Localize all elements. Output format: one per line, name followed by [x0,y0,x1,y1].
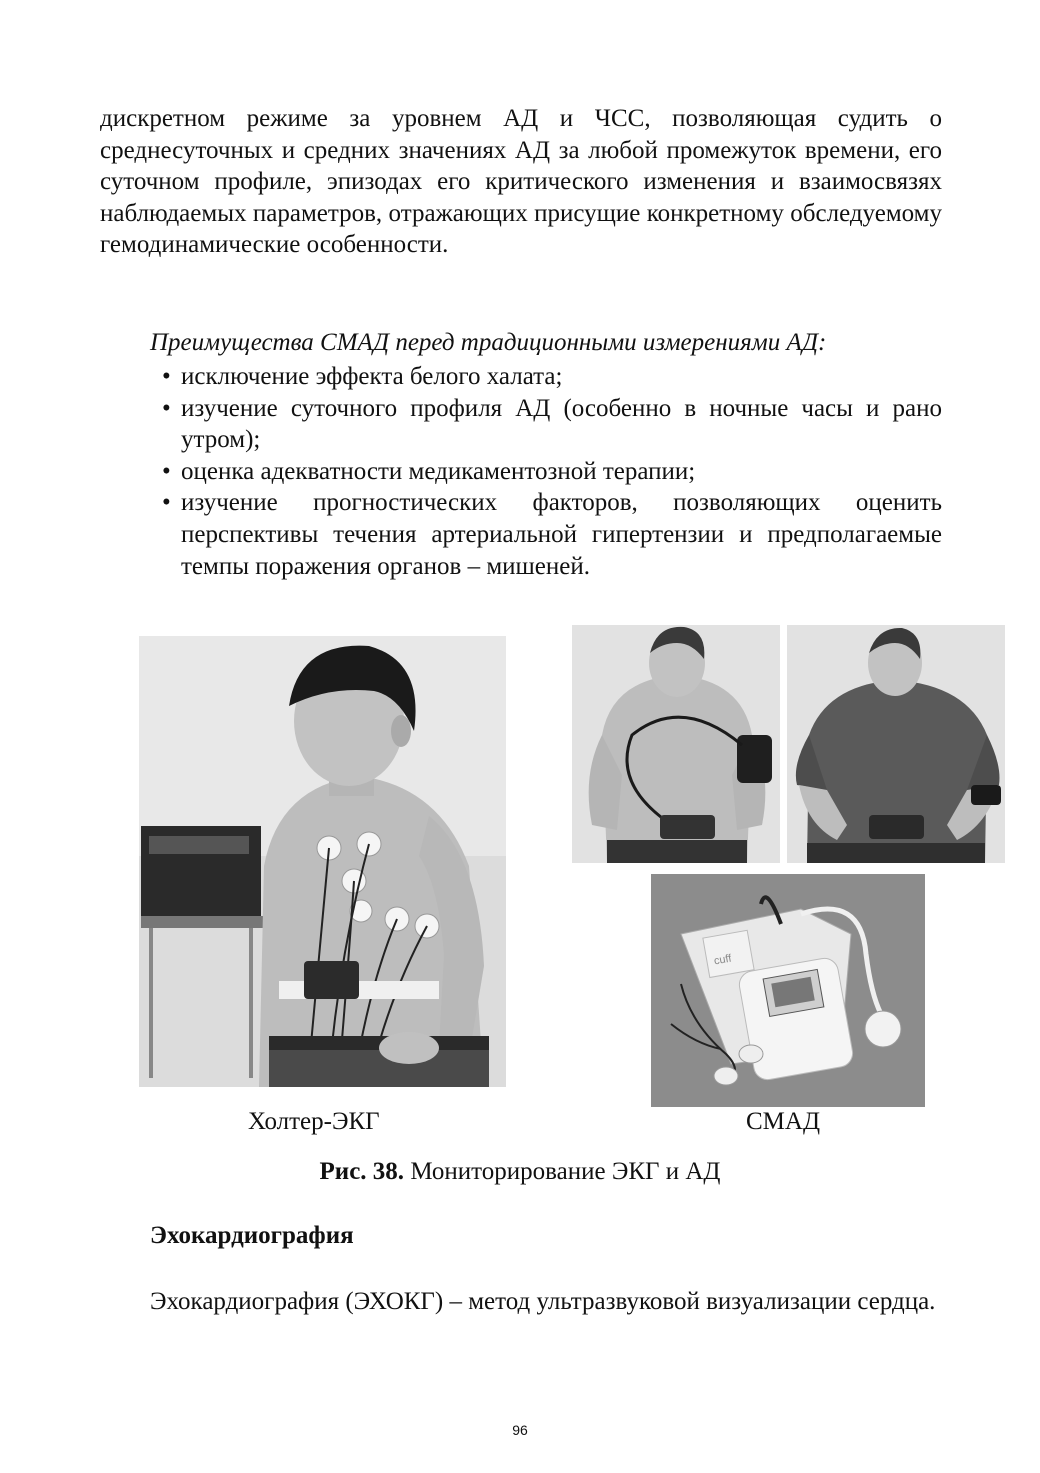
list-item: • оценка адекватности медикаментозной терапии; [145,456,942,488]
list-item: • изучение суточного профиля АД (особенно в ночные часы и рано утром); [145,393,942,456]
section-heading: Эхокардиография [150,1222,354,1249]
figure-number: Рис. 38. [319,1158,405,1185]
smad-photo-shirtless [572,625,780,863]
smad-photo-shirt [787,625,1005,863]
holter-ecg-photo [139,636,506,1087]
figure-caption [0,1158,1040,1186]
section-paragraph: Эхокардиография (ЭХОКГ) – метод ультразвуковой визуализации сердца. [150,1288,936,1315]
advantages-list [145,361,942,582]
page-number: 96 [512,1422,528,1438]
list-item: • изучение прогностических факторов, позволяющих оценить перспективы течения артериальной гипертензии и предполагаемые темпы поражения органов – мишеней. [145,487,942,582]
figure-caption-text: Мониторирование ЭКГ и АД [404,1158,721,1185]
advantages-title: Преимущества СМАД перед традиционными измерениями АД: [150,329,827,356]
paragraph-continuation: дискретном режиме за уровнем АД и ЧСС, позволяющая судить о среднесуточных и средних значениях АД за любой промежуток времени, его суточном профиле, эпизодах его критического изменения и взаимосвязях наблюдаемых параметров, отражающих присущие конкретному обследуемому гемодинамические особенности. [100,105,942,259]
caption-smad: СМАД [746,1108,821,1135]
caption-holter: Холтер-ЭКГ [248,1108,380,1135]
list-item: • исключение эффекта белого халата; [145,361,942,393]
cuff-label: cuff [713,952,733,968]
smad-device-photo [651,874,925,1107]
